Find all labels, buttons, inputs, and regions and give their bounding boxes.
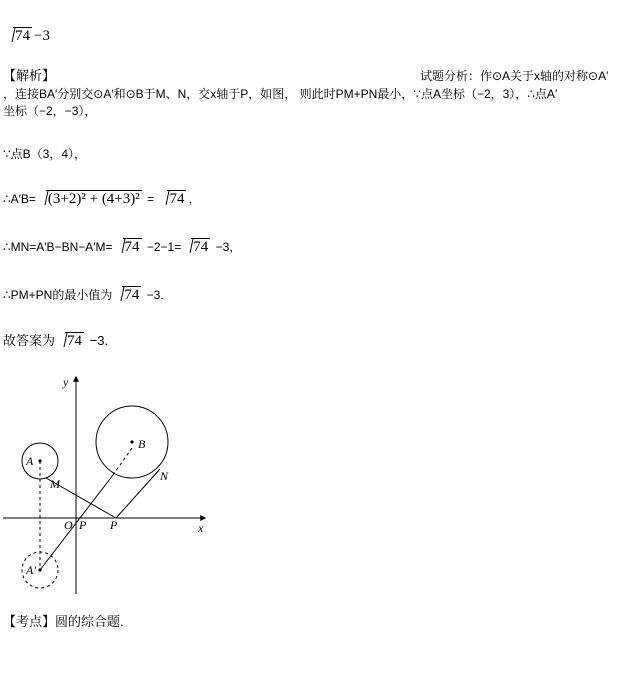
distance-ab-line: ∴A′B= (3+2)² + (4+3)² = 74 ， [3, 191, 201, 207]
analysis-label: 【解析】 [3, 68, 56, 83]
label-y: y [63, 375, 69, 389]
label-p2: P [110, 518, 118, 532]
analysis-intro: 试题分析：作⊙A关于x轴的对称⊙A′ [420, 69, 609, 83]
geometry-figure [0, 372, 220, 597]
kaodian-label: 【考点】 [3, 614, 56, 629]
kaodian-line [3, 614, 124, 630]
label-b: B [138, 437, 146, 451]
label-x: x [198, 521, 204, 535]
final-answer-line: 故答案为 74 −3. [3, 333, 109, 349]
point-b-line: ∵点B（3，4）， [3, 147, 86, 161]
mn-line: ∴MN=A′B−BN−A′M= 74 −2−1= 74 −3， [3, 239, 242, 255]
label-n: N [160, 469, 169, 483]
label-p1: P [79, 518, 87, 532]
label-a: A [26, 454, 34, 468]
analysis-line-3: 坐标（−2，−3）， [3, 104, 97, 118]
label-aprime: A′ [26, 563, 36, 577]
point-aprime [38, 568, 41, 571]
minimum-line: ∴PM+PN的最小值为 74 −3. [3, 287, 164, 303]
top-answer: 74 −3 [3, 27, 50, 44]
kaodian-text: 圆的综合题. [55, 614, 124, 629]
analysis-line-2: ，连接BA′分别交⊙A′和⊙B于M、N，交x轴于P，如图， 则此时PM+PN最小，∵点A坐标（−2，3），∴点A′ [3, 87, 558, 101]
sqrt-symbol: 74 [3, 27, 32, 44]
dashed-in-circle-b [113, 448, 132, 475]
point-b [130, 440, 133, 443]
point-a [38, 459, 41, 462]
label-m: M [50, 477, 60, 491]
label-o: O [64, 518, 73, 532]
